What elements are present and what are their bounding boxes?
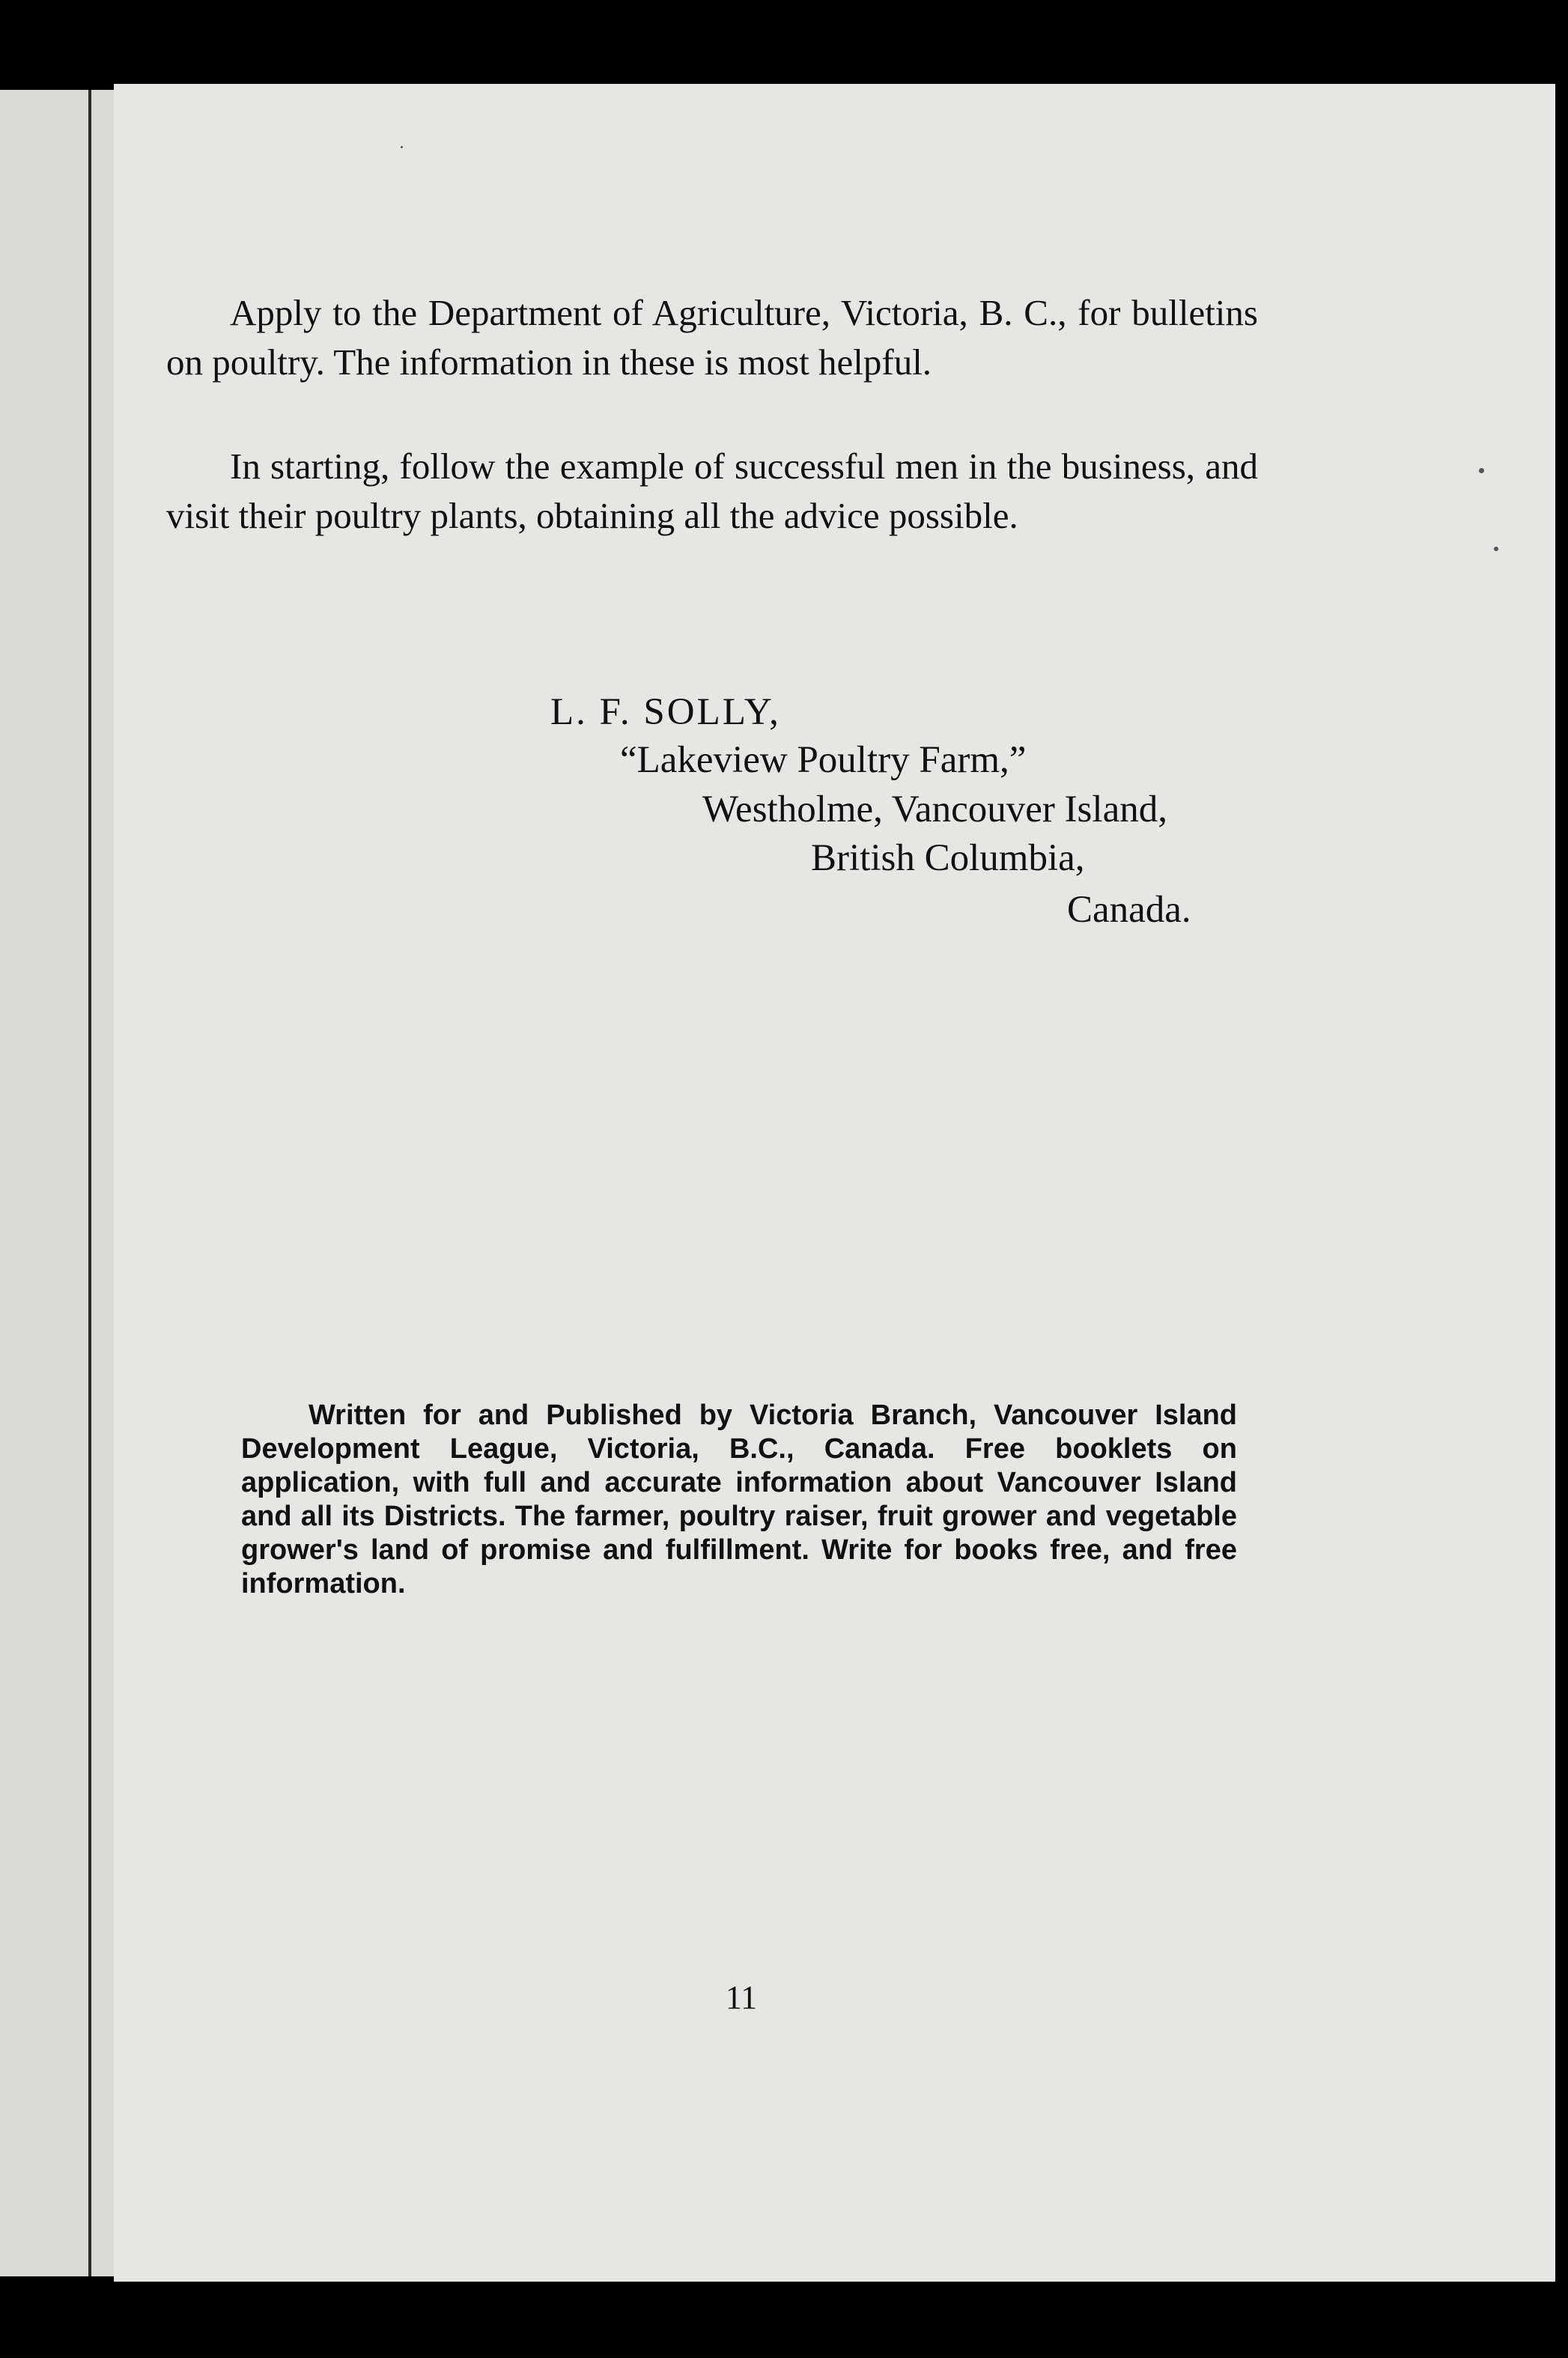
signature-farm: “Lakeview Poultry Farm,”	[620, 739, 1027, 781]
book-page	[114, 84, 1555, 2282]
facing-page-edge	[0, 90, 116, 2276]
dust-speck	[1479, 468, 1484, 473]
dust-speck	[401, 146, 403, 148]
dust-speck	[1494, 547, 1498, 551]
body-paragraph-1: Apply to the Department of Agriculture, Victoria, B. C., for bulletins on poultry. The information in these is most helpful.	[166, 292, 1258, 383]
signature-name: L. F. SOLLY,	[550, 691, 781, 733]
page-number: 11	[725, 1979, 758, 2016]
signature-locality: Westholme, Vancouver Island,	[702, 788, 1167, 830]
publisher-imprint: Written for and Published by Victoria Branch, Vancouver Island Development League, Victoria, B.C., Canada. Free booklets on application, with full and accurate information about Vancouver Island and all its Districts. The farmer, poultry raiser, fruit grower and vegetable grower's land of promise and fulfillment. Write for books free, and free information.	[241, 1400, 1237, 1599]
signature-country: Canada.	[1067, 889, 1191, 931]
body-paragraph-2: In starting, follow the example of successful men in the business, and visit their poultry plants, obtaining all the advice possible.	[166, 446, 1258, 536]
signature-province: British Columbia,	[811, 837, 1085, 879]
binding-gutter	[88, 90, 91, 2276]
